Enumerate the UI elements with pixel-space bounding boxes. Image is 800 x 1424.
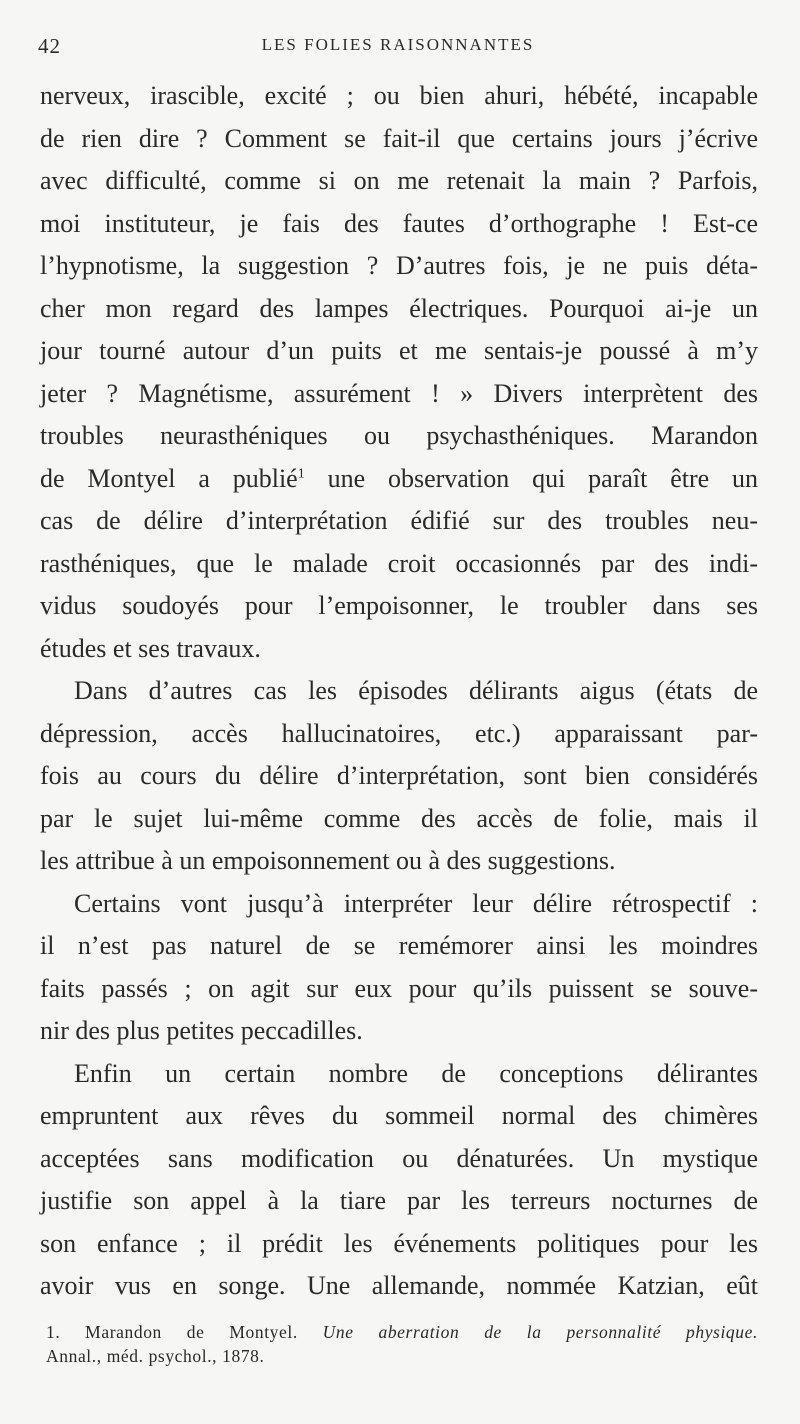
- footnote-title: Une aberration de la personnalité physique.: [322, 1322, 758, 1342]
- text-line: Dans d’autres cas les épisodes délirants aigus (états de: [74, 676, 758, 705]
- body-text: [40, 75, 758, 1308]
- text-segment: de Montyel a publié: [40, 463, 298, 493]
- text-line: dépression, accès hallucinatoires, etc.) apparaissant par-: [40, 718, 758, 748]
- footnote-source: Annal., méd. psychol., 1878.: [46, 1346, 265, 1366]
- text-line: il n’est pas naturel de se remémorer ainsi les moindres: [40, 931, 758, 960]
- footnote: [46, 1320, 758, 1368]
- text-line: nir des plus petites peccadilles.: [40, 1016, 363, 1045]
- page-number: 42: [38, 34, 61, 58]
- text-line: justifie son appel à la tiare par les terreurs nocturnes de: [40, 1186, 758, 1215]
- text-line: les attribue à un empoisonnement ou à des suggestions.: [40, 846, 616, 875]
- text-segment: une observation qui paraît être un: [304, 463, 758, 493]
- text-line: avoir vus en songe. Une allemande, nommée Katzian, eût: [40, 1271, 758, 1300]
- text-line: Certains vont jusqu’à interpréter leur délire rétrospectif :: [74, 888, 758, 918]
- footnote-reference: 1: [297, 465, 305, 481]
- text-line: moi instituteur, je fais des fautes d’orthographe ! Est-ce: [40, 208, 758, 238]
- text-line: fois au cours du délire d’interprétation, sont bien considérés: [40, 761, 758, 790]
- text-line: jeter ? Magnétisme, assurément ! » Divers interprètent des: [40, 378, 758, 408]
- text-line: jour tourné autour d’un puits et me sentais-je poussé à m’y: [40, 336, 758, 365]
- text-line: troubles neurasthéniques ou psychasthéniques. Marandon: [40, 421, 758, 450]
- text-line: cas de délire d’interprétation édifié sur des troubles neu-: [40, 506, 758, 535]
- text-line: Enfin un certain nombre de conceptions délirantes: [74, 1058, 758, 1088]
- text-line: avec difficulté, comme si on me retenait la main ? Parfois,: [40, 166, 758, 195]
- text-line: nerveux, irascible, excité ; ou bien ahuri, hébété, incapable: [40, 81, 758, 110]
- text-line: l’hypnotisme, la suggestion ? D’autres fois, je ne puis déta-: [40, 251, 758, 280]
- text-line: par le sujet lui-même comme des accès de folie, mais il: [40, 803, 758, 833]
- footnote-line: [46, 1320, 758, 1344]
- text-line: études et ses travaux.: [40, 633, 261, 663]
- text-line: vidus soudoyés pour l’empoisonner, le troubler dans ses: [40, 591, 758, 620]
- text-line: faits passés ; on agit sur eux pour qu’ils puissent se souve-: [40, 973, 758, 1003]
- text-line: de rien dire ? Comment se fait-il que certains jours j’écrive: [40, 123, 758, 153]
- text-line: empruntent aux rêves du sommeil normal des chimères: [40, 1101, 758, 1130]
- running-title: LES FOLIES RAISONNANTES: [261, 35, 535, 54]
- text-line: acceptées sans modification ou dénaturées. Un mystique: [40, 1143, 758, 1173]
- text-line: cher mon regard des lampes électriques. Pourquoi ai-je un: [40, 293, 758, 323]
- text-line-with-note: [40, 458, 758, 501]
- text-line: son enfance ; il prédit les événements politiques pour les: [40, 1228, 758, 1258]
- footnote-author: 1. Marandon de Montyel.: [46, 1322, 323, 1342]
- text-line: rasthéniques, que le malade croit occasionnés par des indi-: [40, 548, 758, 578]
- page-header: [38, 34, 758, 60]
